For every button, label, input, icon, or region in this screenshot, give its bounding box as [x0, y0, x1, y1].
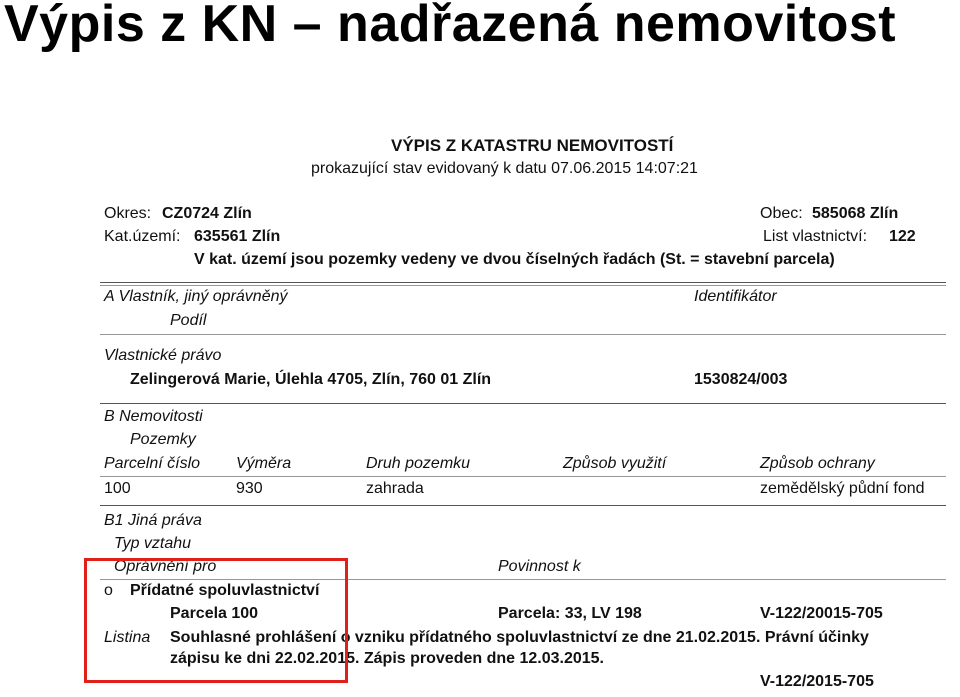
- item-ref-2: V-122/2015-705: [760, 673, 874, 690]
- item-title: Přídatné spoluvlastnictví: [130, 582, 320, 599]
- doc-subheading: prokazující stav evidovaný k datu 07.06.2015 14:07:21: [311, 160, 698, 177]
- highlight-box: [84, 558, 348, 683]
- pozemky-label: Pozemky: [130, 431, 196, 448]
- typ-vztahu-label: Typ vztahu: [114, 535, 192, 552]
- listina-line-1: Souhlasné prohlášení o vzniku přídatného spoluvlastnictví ze dne 21.02.2015. Právní účinky: [170, 629, 869, 646]
- okres-value: CZ0724 Zlín: [162, 205, 252, 222]
- item-parcela: Parcela 100: [170, 605, 259, 622]
- row-vymera: 930: [236, 480, 263, 497]
- vlastnicke-pravo-label: Vlastnické právo: [104, 347, 222, 364]
- divider: [100, 282, 946, 283]
- col-druh-pozemku: Druh pozemku: [366, 455, 471, 472]
- obec-value: 585068 Zlín: [812, 205, 899, 222]
- lv-value: 122: [889, 228, 916, 245]
- row-druh: zahrada: [366, 480, 424, 497]
- section-b1-title: B1 Jiná práva: [104, 512, 202, 529]
- row-parcela: 100: [104, 480, 131, 497]
- divider: [100, 285, 946, 286]
- col-parcelni-cislo: Parcelní číslo: [104, 455, 201, 472]
- katuzemi-label: Kat.území:: [104, 228, 181, 245]
- col-zpusob-vyuziti: Způsob využití: [563, 455, 667, 472]
- podil-label: Podíl: [170, 312, 207, 329]
- slide-title: Výpis z KN – nadřazená nemovitost: [4, 0, 897, 53]
- listina-label: Listina: [104, 629, 151, 646]
- item-povinnost: Parcela: 33, LV 198: [498, 605, 642, 622]
- owner-id: 1530824/003: [694, 371, 788, 388]
- divider: [100, 334, 946, 335]
- doc-heading: VÝPIS Z KATASTRU NEMOVITOSTÍ: [391, 136, 674, 155]
- katuzemi-value: 635561 Zlín: [194, 228, 281, 245]
- section-b-title: B Nemovitosti: [104, 408, 203, 425]
- divider: [100, 476, 946, 477]
- col-vymera: Výměra: [236, 455, 292, 472]
- lv-label: List vlastnictví:: [763, 228, 868, 245]
- obec-label: Obec:: [760, 205, 803, 222]
- divider: [100, 403, 946, 404]
- row-ochrana: zemědělský půdní fond: [760, 480, 925, 497]
- divider: [100, 505, 946, 506]
- listina-line-2: zápisu ke dni 22.02.2015. Zápis proveden dne 12.03.2015.: [170, 650, 604, 667]
- opravneni-pro-label: Oprávnění pro: [114, 558, 217, 575]
- identifikator-label: Identifikátor: [694, 288, 777, 305]
- okres-label: Okres:: [104, 205, 152, 222]
- item-ref: V-122/20015-705: [760, 605, 883, 622]
- owner-name: Zelingerová Marie, Úlehla 4705, Zlín, 760 01 Zlín: [130, 371, 492, 388]
- section-a-title: A Vlastník, jiný oprávněný: [104, 288, 288, 305]
- cadastre-note: V kat. území jsou pozemky vedeny ve dvou číselných řadách (St. = stavební parcela): [194, 251, 835, 268]
- col-zpusob-ochrany: Způsob ochrany: [760, 455, 875, 472]
- bullet: o: [104, 582, 113, 599]
- povinnost-k-label: Povinnost k: [498, 558, 581, 575]
